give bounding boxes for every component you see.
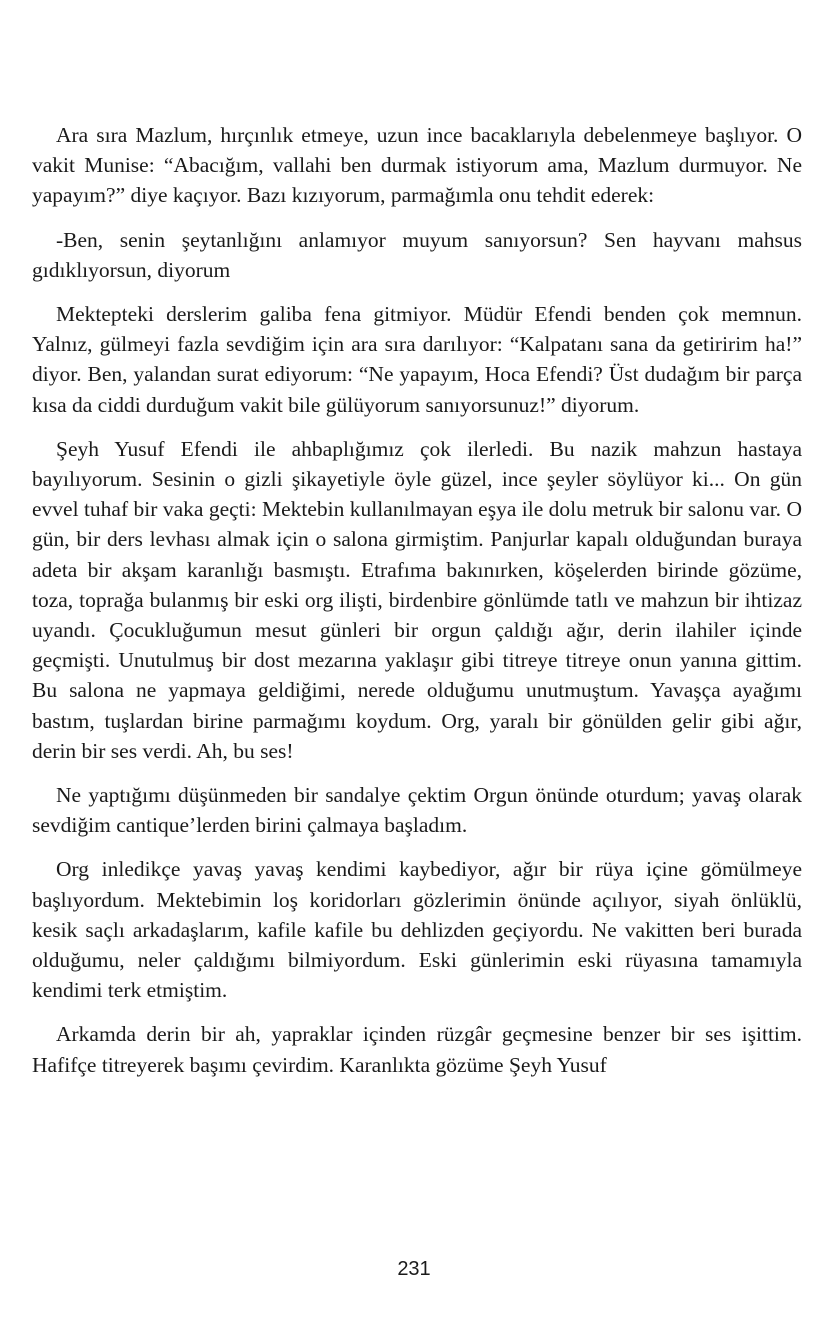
paragraph: Ara sıra Mazlum, hırçınlık etmeye, uzun ince bacaklarıyla debelenmeye başlıyor. O vakit Munise: “Abacığım, vallahi ben durmak istiyorum ama, Mazlum durmuyor. Ne yapayım?” diye kaçıyor. Bazı kızıyorum, parmağımla onu tehdit ederek:	[32, 123, 802, 208]
paragraph: Arkamda derin bir ah, yapraklar içinden rüzgâr geçmesine benzer bir ses işittim. Hafifçe titreyerek başımı çevirdim. Karanlıkta gözüme Şeyh Yusuf	[32, 1022, 802, 1077]
paragraph: Ne yaptığımı düşünmeden bir sandalye çektim Orgun önünde oturdum; yavaş olarak sevdiğim cantique’lerden birini çalmaya başladım.	[32, 783, 802, 838]
paragraph: -Ben, senin şeytanlığını anlamıyor muyum sanıyorsun? Sen hayvanı mahsus gıdıklıyorsun, diyorum	[32, 227, 802, 282]
body-text	[32, 120, 802, 1094]
paragraph: Mektepteki derslerim galiba fena gitmiyor. Müdür Efendi benden çok memnun. Yalnız, gülmeyi fazla sevdiğim için ara sıra darılıyor: “Kalpatanı sana da getiririm ha!” diyor. Ben, yalandan surat ediyorum: “Ne yapayım, Hoca Efendi? Üst dudağım bir parça kısa da ciddi durduğum vakit bile gülüyorum sanıyorsunuz!” diyorum.	[32, 302, 802, 417]
paragraph: Şeyh Yusuf Efendi ile ahbaplığımız çok ilerledi. Bu nazik mahzun hastaya bayılıyorum. Sesinin o gizli şikayetiyle öyle güzel, ince şeyler söylüyor ki... On gün evvel tuhaf bir vaka geçti: Mektebin kullanılmayan eşya ile dolu metruk bir salonu var. O gün, bir ders levhası almak için o salona girmiştim. Panjurlar kapalı olduğundan buraya adeta bir akşam karanlığı basmıştı. Etrafıma bakınırken, köşelerden birinde gözüme, toza, toprağa bulanmış bir eski org ilişti, birdenbire gönlümde tatlı ve mahzun bir ihtizaz uyandı. Çocukluğumun mesut günleri bir orgun çaldığı ağır, derin ilahiler içinde geçmişti. Unutulmuş bir dost mezarına yaklaşır gibi titreye titreye onun yanına gittim. Bu salona ne yapmaya geldiğimi, nerede olduğumu unutmuştum. Yavaşça ayağımı bastım, tuşlardan birine parmağımı koydum. Org, yaralı bir gönülden gelir gibi ağır, derin bir ses verdi. Ah, bu ses!	[32, 436, 802, 763]
page-number: 231	[397, 1258, 431, 1280]
paragraph: Org inledikçe yavaş yavaş kendimi kaybediyor, ağır bir rüya içine gömülmeye başlıyordum. Mektebimin loş koridorları gözlerimin önünde açılıyor, siyah önlüklü, kesik saçlı arkadaşlarım, kafile kafile bu dehlizden geçiyordu. Ne vakitten beri burada olduğumu, neler çaldığımı bilmiyordum. Eski günlerimin eski rüyasına tamamıyla kendimi terk etmiştim.	[32, 857, 802, 1003]
